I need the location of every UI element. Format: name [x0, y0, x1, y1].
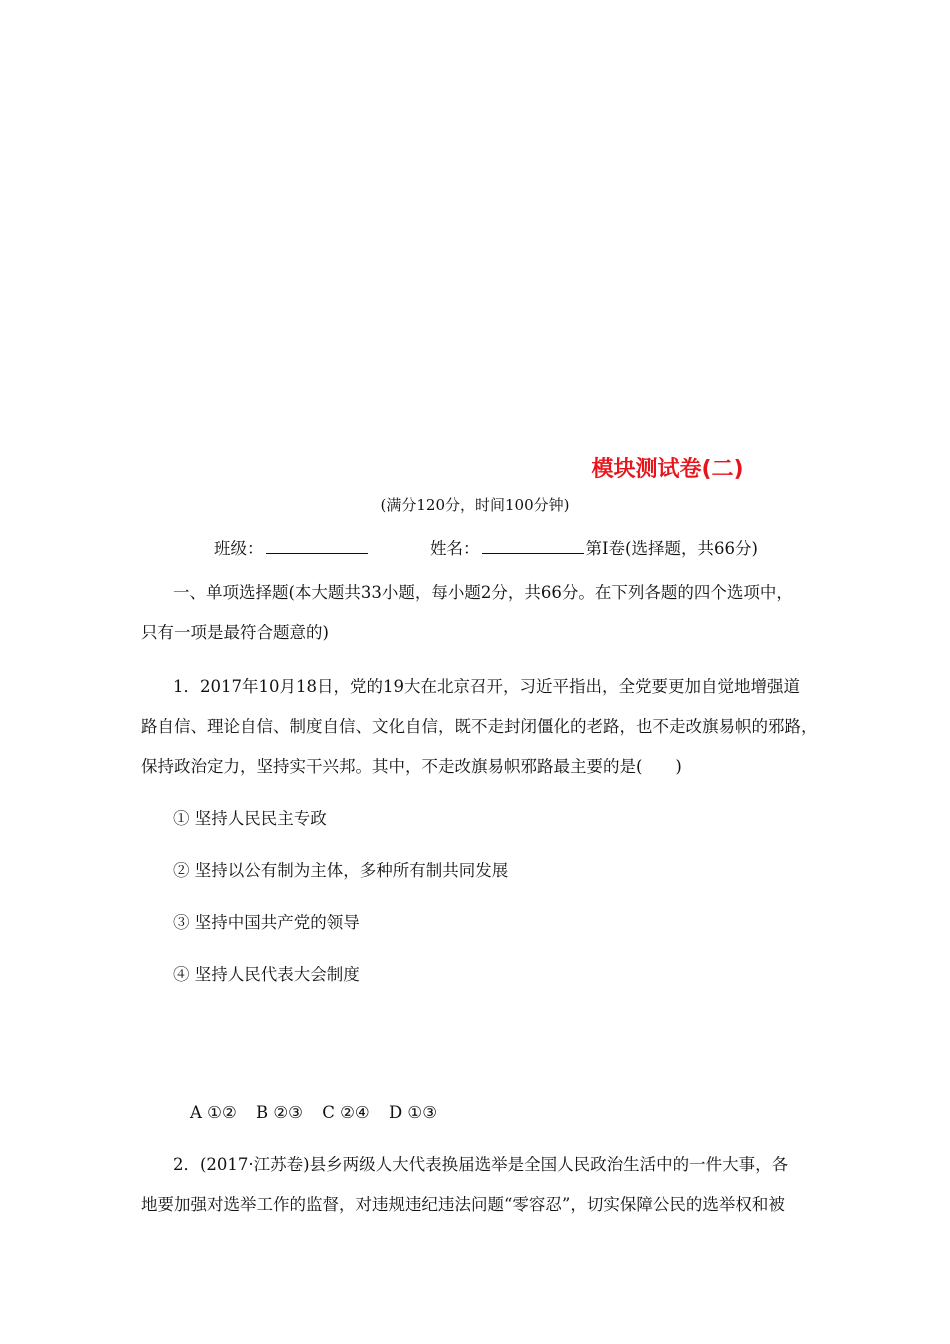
q1-stem-line1: 1．2017年10月18日，党的19大在北京召开，习近平指出，全党要更加自觉地增强道 [173, 677, 800, 696]
name-blank [482, 539, 584, 554]
q1-option-b: B ②③ [256, 1103, 303, 1122]
volume-label: 第Ⅰ卷(选择题，共66分) [585, 539, 758, 558]
q1-option-a: A ①② [190, 1103, 237, 1122]
class-field [214, 538, 370, 560]
q1-answer-options [190, 1102, 451, 1124]
q2-stem-line2: 地要加强对选举工作的监督，对违规违纪违法问题“零容忍”，切实保障公民的选举权和被 [141, 1195, 785, 1214]
class-label: 班级： [214, 539, 264, 558]
q1-item-4: ④ 坚持人民代表大会制度 [173, 965, 360, 984]
name-field [430, 538, 758, 560]
exam-title: 模块测试卷(二) [591, 457, 744, 482]
q1-option-d: D ①③ [388, 1103, 437, 1122]
section-heading-line2: 只有一项是最符合题意的) [141, 623, 329, 642]
q1-stem-line2: 路自信、理论自信、制度自信、文化自信，既不走封闭僵化的老路，也不走改旗易帜的邪路， [141, 717, 818, 736]
q1-item-1: ① 坚持人民民主专政 [173, 809, 327, 828]
q2-stem-line1: 2．(2017·江苏卷)县乡两级人大代表换届选举是全国人民政治生活中的一件大事，各 [173, 1155, 789, 1174]
exam-subtitle: (满分120分，时间100分钟) [380, 496, 570, 514]
name-label: 姓名： [430, 539, 480, 558]
q1-item-3: ③ 坚持中国共产党的领导 [173, 913, 360, 932]
q1-stem-line3: 保持政治定力，坚持实干兴邦。其中，不走改旗易帜邪路最主要的是( ) [141, 757, 682, 776]
q1-option-c: C ②④ [322, 1103, 370, 1122]
section-heading-line1: 一、单项选择题(本大题共33小题，每小题2分，共66分。在下列各题的四个选项中， [173, 583, 793, 602]
class-blank [266, 539, 368, 554]
q1-item-2: ② 坚持以公有制为主体，多种所有制共同发展 [173, 861, 509, 880]
